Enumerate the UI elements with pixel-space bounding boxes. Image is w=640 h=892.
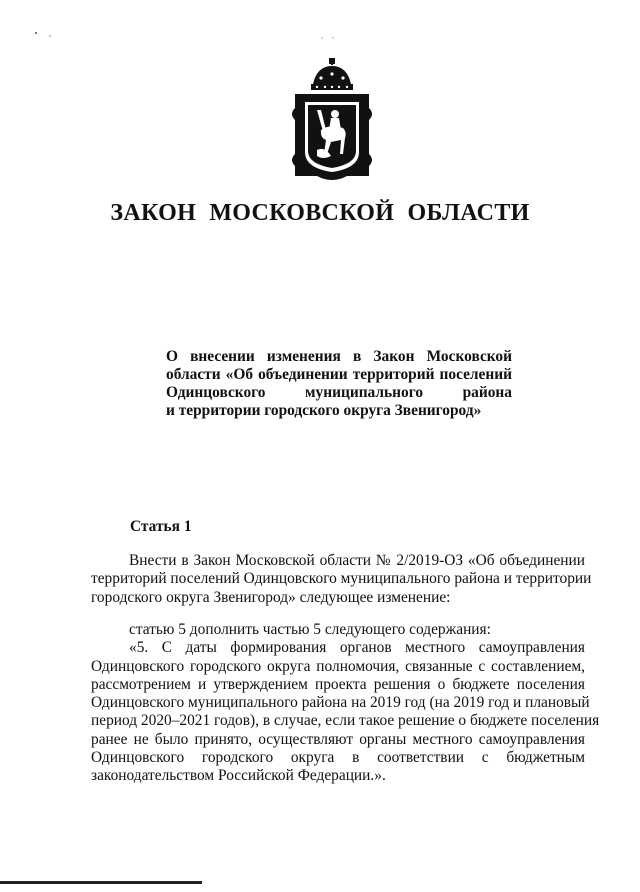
paragraph-line: ранее не было принято, осуществляют органы местного самоуправления <box>91 730 585 748</box>
moscow-oblast-coat-of-arms-icon <box>287 58 377 184</box>
subject-line: Одинцовского муниципального района <box>166 384 512 401</box>
paragraph-line: законодательством Российской Федерации.». <box>91 767 386 785</box>
article-heading: Статья 1 <box>130 518 192 535</box>
footer-rule <box>0 881 202 884</box>
paragraph-line: Внести в Закон Московской области № 2/2019-ОЗ «Об объединении <box>129 552 585 569</box>
subject-line: области «Об объединении территорий поселений <box>166 366 512 383</box>
scan-specks <box>0 0 640 60</box>
paragraph-line: Одинцовского муниципального района на 2019 год (на 2019 год и плановый <box>91 694 590 712</box>
article-paragraph-1 <box>91 552 592 607</box>
paragraph-line: «5. С даты формирования органов местного самоуправления <box>129 639 585 657</box>
paragraph-line: Одинцовского городского округа полномочия, связанные с составлением, <box>91 657 585 675</box>
paragraph-line: городского округа Звенигород» следующее изменение: <box>91 588 451 606</box>
paragraph-line: статью 5 дополнить частью 5 следующего содержания: <box>129 621 491 638</box>
paragraph-line: территорий поселений Одинцовского муниципального района и территории <box>91 570 592 588</box>
document-title: ЗАКОН МОСКОВСКОЙ ОБЛАСТИ <box>110 200 530 226</box>
subject-line: и территории городского округа Звенигород» <box>166 402 482 419</box>
paragraph-line: рассмотрением и утверждением проекта решения о бюджете поселения <box>91 675 585 693</box>
subject-line: О внесении изменения в Закон Московской <box>166 348 512 365</box>
paragraph-line: период 2020–2021 годов), в случае, если такое решение о бюджете поселения <box>91 712 600 730</box>
paragraph-line: Одинцовского городского округа в соответствии с бюджетным <box>91 749 585 767</box>
article-paragraph-2 <box>91 621 600 786</box>
law-subject <box>166 348 512 420</box>
